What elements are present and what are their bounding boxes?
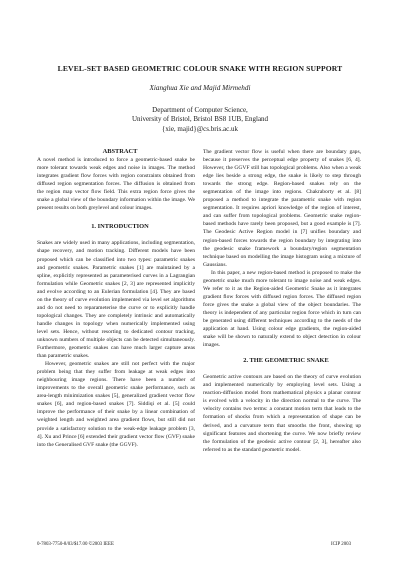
left-column xyxy=(37,148,195,449)
right-column xyxy=(203,148,361,454)
introduction-paragraph-1: Snakes are widely used in many applications, including segmentation, shape recovery, and motion tracking. Different models have been proposed which can be classified into two types: parametric snakes and geometric snakes. Parametric snakes [1] are maintained by a spline, explicitly represented as parameterised curves in a Lagrangian formulation while Geometric snakes [2, 3] are represented implicitly and evolve according to an Eulerian formulation [4]. They are based on the theory of curve evolution implemented via level set algorithms and do not need to reparameterise the curve or to explicitly handle topological changes. They are completely intrinsic and automatically handle changes in topology when numerically implemented using level sets. Hence, without resorting to dedicated contour tracking, unknown numbers of multiple objects can be detected simultaneously. Furthermore, geometric snakes can have much larger capture areas than parametric snakes. xyxy=(37,240,195,360)
introduction-heading: 1. INTRODUCTION xyxy=(91,223,149,231)
introduction-paragraph-2: However, geometric snakes are still not perfect with the major problem being that they suffer from leakage at weak edges into neighbouring image regions. There have been a number of improvements to the overall geometric snake performance, such as area-length minimization snakes [5], generalized gradient vector flow snakes [6], and region-based snakes [7]. Siddiqi et al. [5] could improve the performance of their snake by a linear combination of weighted length and weighted area gradient flows, but still did not provide a satisfactory solution to the weak-edge leakage problem [3, 4]. Xu and Prince [6] extended their gradient vector flow (GVF) snake into the Generalised GVF snake (the GGVF). xyxy=(37,361,195,448)
paper-title: LEVEL-SET BASED GEOMETRIC COLOUR SNAKE WITH REGION SUPPORT xyxy=(57,64,343,73)
copyright-footer: 0-7803-7750-8/03/$17.00 ©2003 IEEE xyxy=(37,542,114,547)
right-paragraph-2: In this paper, a new region-based method is proposed to make the geometric snake much more tolerant to image noise and weak edges. We refer to it as the Region-aided Geometric Snake as it integrates gradient flow forces with diffused region forces. The diffused region force gives the snake a global view of the object boundaries. The theory is independent of any particular region force which in turn can be generated using different techniques according to the needs of the application at hand. Using colour edge gradients, the region-aided snake will be shown to naturally extend to object detection in colour images. xyxy=(203,269,361,349)
affiliation-department: Department of Computer Science, xyxy=(152,106,248,114)
right-paragraph-1: The gradient vector flow is useful when there are boundary gaps, because it preserves the perceptual edge property of snakes [6, 4]. However, the GGVF still has topological problems. Also when a weak edge lies beside a strong edge, the snake is likely to step through towards the strong edge. Region-based snakes rely on the segmentation of the image into regions. Chakraborty et al. [8] proposed a method to integrate the parametric snake with region segmentation. It requires apriori knowledge of the region of interest, and can suffer from topological problems. Geometric snake region-based methods have rarely been proposed, but a good example is [7]. The Geodesic Active Region model in [7] unifies boundary and region-based forces towards the region boundary by integrating into the geodesic snake framework a boundary/region segmentation technique based on modelling the image histogram using a mixture of Gaussians. xyxy=(203,149,361,268)
authors: Xianghua Xie and Majid Mirmehdi xyxy=(149,84,251,92)
affiliation xyxy=(0,106,400,134)
conference-footer: ICIP 2003 xyxy=(331,542,352,547)
affiliation-email: {xie, majid}@cs.bris.ac.uk xyxy=(162,124,238,133)
abstract-text: A novel method is introduced to force a geometric-based snake be more tolerant towards weak edges and noise in images. The method integrates gradient flow forces with region constraints obtained from diffused region segmentation forces. The diffusion is obtained from the region map vector flow field. This extra region force gives the snake a global view of the boundary information within the image. We present results on both greylevel and colour images. xyxy=(37,157,195,212)
affiliation-address: University of Bristol, Bristol BS8 1UB, England xyxy=(131,115,269,124)
abstract-heading: ABSTRACT xyxy=(102,148,138,155)
section2-heading: 2. THE GEOMETRIC SNAKE xyxy=(243,357,329,365)
section2-paragraph-1: Geometric active contours are based on the theory of curve evolution and implemented numerically by employing level sets. Using a reaction-diffusion model from mathematical physics a planar contour is evolved with a velocity in the direction normal to the curve. The velocity contains two terms: a constant motion term that leads to the formation of shocks from which a representation of shape can be derived, and a curvature term that smooths the front, showing up significant features and shortening the curve. We now briefly review the formulation of the geodesic active contour [2, 3], hereafter also referred to as the standard geometric model. xyxy=(203,374,361,453)
